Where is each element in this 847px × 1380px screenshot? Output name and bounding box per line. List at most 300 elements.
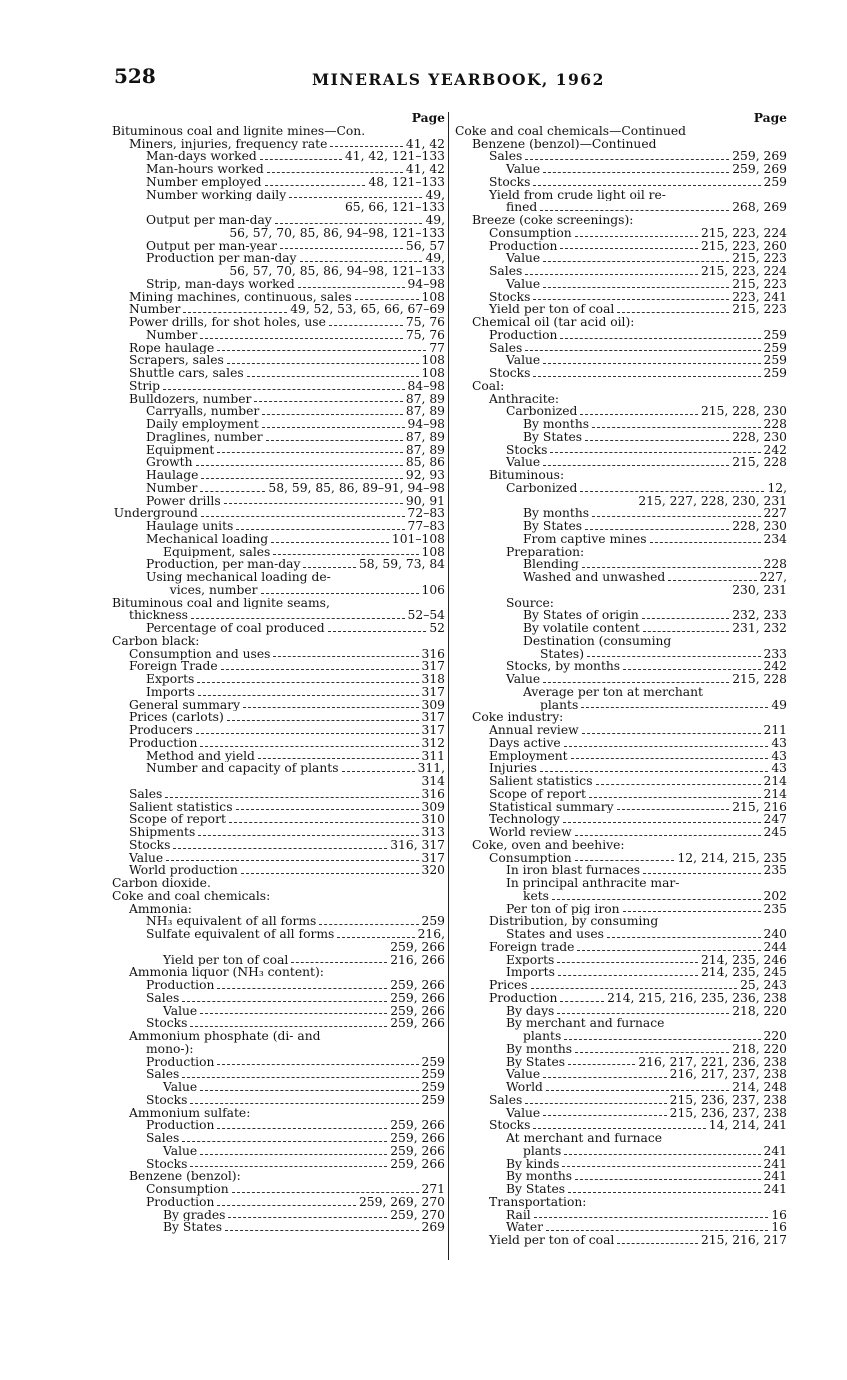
index-entry xyxy=(112,648,445,661)
index-entry xyxy=(112,852,445,865)
index-entry-text: Number working daily xyxy=(146,188,287,202)
index-entry xyxy=(112,1056,445,1069)
dot-leader xyxy=(289,196,422,198)
dot-leader xyxy=(643,630,729,632)
index-entry xyxy=(112,609,445,622)
index-entry-pages: 230, 231 xyxy=(732,583,787,597)
dot-leader xyxy=(582,732,761,734)
dot-leader xyxy=(200,1012,387,1014)
dot-leader xyxy=(564,1038,760,1040)
dot-leader xyxy=(575,235,698,237)
index-entry-text: Method and yield xyxy=(146,749,255,763)
index-entry-pages: 56, 57, 70, 85, 86, 94–98, 121–133 xyxy=(229,265,445,278)
index-entry-pages: 227, xyxy=(759,571,787,584)
index-entry-pages: 241 xyxy=(763,1157,787,1171)
index-entry-text: Coke and coal chemicals: xyxy=(112,889,271,903)
index-entry-text: By months xyxy=(523,418,590,431)
dot-leader xyxy=(217,451,403,453)
index-entry-text: Sales xyxy=(129,787,163,801)
index-entry-pages: 43 xyxy=(771,736,787,750)
index-entry xyxy=(455,1221,787,1234)
index-entry xyxy=(455,584,787,597)
dot-leader xyxy=(543,171,729,173)
index-entry-pages: 259, 266 xyxy=(390,1157,445,1171)
index-entry xyxy=(455,979,787,992)
index-entry-text: By States xyxy=(523,430,583,444)
index-entry-text: Production per man-day xyxy=(146,252,297,265)
index-entry-pages: 215, 216 xyxy=(732,800,787,814)
index-entry-pages: 259, 270 xyxy=(390,1208,445,1222)
index-entry xyxy=(455,1043,787,1056)
dot-leader xyxy=(221,668,419,670)
index-entry-text: Stocks xyxy=(489,1119,531,1132)
index-entry-text: Yield per ton of coal xyxy=(489,303,615,316)
index-entry xyxy=(112,150,445,163)
index-entry xyxy=(112,775,445,788)
index-entry xyxy=(112,278,445,291)
dot-leader xyxy=(562,1165,760,1167)
index-entry-pages: 49, xyxy=(425,188,445,202)
index-entry-pages: 259 xyxy=(763,175,787,189)
index-entry-text: Value xyxy=(163,1081,198,1094)
index-entry xyxy=(455,750,787,763)
index-entry xyxy=(112,724,445,737)
dot-leader xyxy=(623,668,760,670)
index-entry xyxy=(112,367,445,380)
index-entry-pages: 12, xyxy=(767,481,787,495)
index-entry xyxy=(112,597,445,610)
dot-leader xyxy=(342,770,415,772)
index-entry-pages: 244 xyxy=(763,940,787,954)
index-entry-text: Salient statistics xyxy=(489,775,593,788)
index-entry-text: plants xyxy=(540,698,579,712)
index-entry-pages: 216, 266 xyxy=(390,953,445,967)
index-entry xyxy=(455,189,787,202)
index-entry xyxy=(112,138,445,151)
index-entry-text: Exports xyxy=(146,673,195,686)
index-entry-pages: 240 xyxy=(763,928,787,941)
index-entry xyxy=(455,342,787,355)
dot-leader xyxy=(564,745,769,747)
index-entry-text: Average per ton at merchant xyxy=(523,685,703,699)
dot-leader xyxy=(534,1216,769,1218)
index-entry-pages: 312 xyxy=(421,736,445,750)
dot-leader xyxy=(623,910,761,912)
index-entry xyxy=(112,750,445,763)
dot-leader xyxy=(258,757,419,759)
index-entry-pages: 94–98 xyxy=(407,277,445,291)
dot-leader xyxy=(525,158,729,160)
index-entry-text: Yield per ton of coal xyxy=(163,953,289,967)
index-entry xyxy=(455,1094,787,1107)
index-entry xyxy=(112,418,445,431)
index-entry-pages: 218, 220 xyxy=(732,1004,787,1018)
index-entry xyxy=(112,1196,445,1209)
index-entry-text: Production xyxy=(489,991,558,1005)
index-entry xyxy=(112,240,445,253)
index-entry-pages: 318 xyxy=(421,673,445,686)
index-entry-text: Breeze (coke screenings): xyxy=(472,214,634,227)
index-entry xyxy=(455,813,787,826)
index-entry-pages: 215, 236, 237, 238 xyxy=(669,1093,787,1107)
index-entry xyxy=(112,1043,445,1056)
index-entry-pages: 241 xyxy=(763,1183,787,1196)
index-entry xyxy=(455,507,787,520)
index-entry-text: Sales xyxy=(489,341,523,355)
index-entry xyxy=(455,1209,787,1222)
index-entry xyxy=(112,1145,445,1158)
dot-leader xyxy=(592,515,760,517)
index-entry-pages: 202 xyxy=(763,889,787,903)
index-entry-pages: 311 xyxy=(421,749,445,763)
index-entry-pages: 259, 266 xyxy=(390,1004,445,1018)
index-entry xyxy=(112,227,445,240)
dot-leader xyxy=(329,324,403,326)
index-entry xyxy=(455,890,787,903)
index-entry-text: Foreign trade xyxy=(489,940,575,954)
dot-leader xyxy=(552,898,761,900)
index-entry-pages: 259, 266 xyxy=(390,1119,445,1132)
index-entry-text: Sales xyxy=(489,150,523,163)
index-entry xyxy=(112,1221,445,1234)
index-entry-pages: 259, 266 xyxy=(390,991,445,1005)
dot-leader xyxy=(227,719,419,721)
index-entry xyxy=(112,1068,445,1081)
index-entry-text: Ammonium phosphate (di- and xyxy=(129,1030,321,1043)
index-entry-text: Number employed xyxy=(146,175,262,189)
dot-leader xyxy=(227,362,419,364)
index-entry-text: Stocks xyxy=(129,838,171,852)
index-entry-text: Value xyxy=(506,1106,541,1120)
index-entry-text: Value xyxy=(506,1068,541,1081)
index-entry-pages: 259 xyxy=(421,915,445,928)
index-entry-text: Value xyxy=(506,354,541,367)
index-entry xyxy=(112,1107,445,1120)
dot-leader xyxy=(575,859,675,861)
index-entry-text: Stocks, by months xyxy=(506,660,621,673)
index-entry-text: From captive mines xyxy=(523,532,647,546)
index-entry-text: Producers xyxy=(129,724,193,737)
index-entry xyxy=(455,648,787,661)
index-entry-text: World production xyxy=(129,864,238,877)
index-entry-text: Stocks xyxy=(146,1017,188,1030)
dot-leader xyxy=(273,553,418,555)
index-entry xyxy=(112,495,445,508)
index-entry-text: Transportation: xyxy=(489,1195,587,1209)
index-entry-pages: 43 xyxy=(771,762,787,775)
index-entry-pages: 232, 233 xyxy=(732,609,787,622)
index-entry xyxy=(112,1158,445,1171)
index-entry-text: Stocks xyxy=(489,367,531,380)
index-entry-text: Consumption xyxy=(489,226,572,240)
index-entry xyxy=(455,622,787,635)
dot-leader xyxy=(200,1153,387,1155)
dot-leader xyxy=(596,783,761,785)
dot-leader xyxy=(617,311,729,313)
dot-leader xyxy=(200,490,265,492)
index-entry xyxy=(455,609,787,622)
index-entry xyxy=(455,176,787,189)
page-column-heading: Page xyxy=(753,110,787,125)
index-entry-pages: 241 xyxy=(763,1144,787,1158)
index-entry xyxy=(112,864,445,877)
index-entry-pages: 49, xyxy=(425,214,445,227)
index-entry-text: By months xyxy=(506,1170,573,1183)
index-entry-text: Imports xyxy=(146,685,195,699)
index-entry-pages: 211 xyxy=(763,724,787,737)
index-entry xyxy=(455,954,787,967)
index-entry xyxy=(112,303,445,316)
index-entry xyxy=(112,622,445,635)
index-entry xyxy=(112,1081,445,1094)
index-entry xyxy=(112,393,445,406)
index-entry xyxy=(455,150,787,163)
index-entry xyxy=(112,928,445,941)
index-entry-pages: 65, 66, 121–133 xyxy=(344,201,445,214)
index-entry-text: Annual review xyxy=(489,724,579,737)
index-entry-pages: 214, 235, 245 xyxy=(700,966,787,979)
index-entry-pages: 12, 214, 215, 235 xyxy=(677,851,787,865)
index-entry-pages: 259 xyxy=(421,1055,445,1069)
index-entry xyxy=(112,316,445,329)
index-entry-text: Number xyxy=(129,303,181,316)
index-entry xyxy=(455,673,787,686)
index-entry-text: Consumption xyxy=(489,851,572,865)
index-entry-text: Value xyxy=(506,673,541,686)
index-entry xyxy=(112,431,445,444)
dot-leader xyxy=(319,923,418,925)
index-entry xyxy=(112,1017,445,1030)
index-entry-pages: 235 xyxy=(763,902,787,916)
index-entry-pages: 218, 220 xyxy=(732,1042,787,1056)
index-entry xyxy=(455,546,787,559)
index-entry-text: Equipment, sales xyxy=(163,545,271,559)
index-entry xyxy=(112,788,445,801)
index-entry-text: Value xyxy=(129,851,164,865)
index-entry xyxy=(455,877,787,890)
index-entry-text: By States xyxy=(523,520,583,533)
index-entry xyxy=(455,405,787,418)
index-entry-pages: 317 xyxy=(421,685,445,699)
index-entry xyxy=(112,214,445,227)
index-entry-pages: 242 xyxy=(763,443,787,457)
index-entry-pages: 49, xyxy=(425,252,445,265)
index-entry-pages: 87, 89 xyxy=(405,443,445,457)
index-column-right xyxy=(455,112,787,1247)
index-entry xyxy=(112,762,445,775)
index-entry xyxy=(112,176,445,189)
dot-leader xyxy=(581,706,768,708)
index-entry-pages: 317 xyxy=(421,711,445,724)
dot-leader xyxy=(543,681,729,683)
index-entry-pages: 52–54 xyxy=(407,609,445,622)
dot-leader xyxy=(525,1102,666,1104)
index-entry-pages: 259, 269 xyxy=(732,150,787,163)
dot-leader xyxy=(200,337,403,339)
index-entry xyxy=(455,316,787,329)
dot-leader xyxy=(217,987,387,989)
dot-leader xyxy=(291,961,387,963)
index-entry-text: Using mechanical loading de- xyxy=(146,571,331,584)
dot-leader xyxy=(197,681,418,683)
dot-leader xyxy=(275,222,423,224)
dot-leader xyxy=(560,337,760,339)
index-entry xyxy=(112,571,445,584)
index-entry-pages: 56, 57 xyxy=(405,239,445,253)
index-entry-text: By days xyxy=(506,1004,555,1018)
index-entry-pages: 49, 52, 53, 65, 66, 67–69 xyxy=(290,303,445,316)
index-entry-pages: 108 xyxy=(421,354,445,367)
index-entry-pages: 235 xyxy=(763,864,787,877)
dot-leader xyxy=(200,745,418,747)
index-entry-text: Stocks xyxy=(146,1157,188,1171)
index-entry-text: By grades xyxy=(163,1208,226,1222)
index-entry xyxy=(455,571,787,584)
dot-leader xyxy=(557,1012,729,1014)
index-entry xyxy=(112,265,445,278)
dot-leader xyxy=(337,936,414,938)
index-entry-text: Benzene (benzol)—Continued xyxy=(472,137,657,151)
index-entry-pages: 309 xyxy=(421,800,445,814)
index-entry-pages: 108 xyxy=(421,545,445,559)
index-entry-text: Haulage xyxy=(146,469,199,482)
index-entry-pages: 94–98 xyxy=(407,418,445,431)
dot-leader xyxy=(200,1089,418,1091)
dot-leader xyxy=(198,694,419,696)
index-entry xyxy=(112,482,445,495)
index-entry-pages: 247 xyxy=(763,813,787,826)
index-entry-pages: 227 xyxy=(763,507,787,520)
index-entry-pages: 259 xyxy=(763,367,787,380)
index-entry-pages: 215, 223 xyxy=(732,277,787,291)
index-entry-text: Equipment xyxy=(146,443,215,457)
dot-leader xyxy=(300,260,423,262)
index-entry xyxy=(112,469,445,482)
index-entry-pages: 231, 232 xyxy=(732,622,787,635)
index-entry-text: Value xyxy=(506,252,541,265)
index-entry-text: Stocks xyxy=(146,1093,188,1107)
dot-leader xyxy=(650,541,761,543)
index-entry-pages: 316 xyxy=(421,787,445,801)
index-entry-pages: 316 xyxy=(421,647,445,661)
index-entry xyxy=(112,903,445,916)
index-entry xyxy=(455,265,787,278)
dot-leader xyxy=(190,1025,387,1027)
index-entry xyxy=(112,1209,445,1222)
index-entry xyxy=(112,941,445,954)
index-entry xyxy=(455,737,787,750)
index-entry xyxy=(455,456,787,469)
index-entry-pages: 271 xyxy=(421,1183,445,1196)
index-entry-pages: 215, 223, 224 xyxy=(700,265,787,278)
dot-leader xyxy=(560,247,698,249)
dot-leader xyxy=(575,1051,729,1053)
index-entry xyxy=(455,380,787,393)
index-entry-text: Miners, injuries, frequency rate xyxy=(129,137,328,151)
index-entry xyxy=(112,801,445,814)
index-entry-pages: 259, 266 xyxy=(390,1144,445,1158)
index-entry-text: Imports xyxy=(506,966,555,979)
dot-leader xyxy=(533,184,760,186)
index-entry-text: Foreign Trade xyxy=(129,660,218,673)
index-entry-text: Power drills, for shot holes, use xyxy=(129,316,326,329)
index-entry xyxy=(112,839,445,852)
index-entry-text: Yield from crude light oil re- xyxy=(489,188,666,202)
index-entry-pages: 58, 59, 73, 84 xyxy=(358,558,445,571)
index-entry-text: Destination (consuming xyxy=(523,634,672,648)
dot-leader xyxy=(330,145,402,147)
index-entry-text: Growth xyxy=(146,456,193,469)
index-entry-pages: 234 xyxy=(763,532,787,546)
index-entry-pages: 313 xyxy=(421,826,445,839)
index-entry-text: By States of origin xyxy=(523,609,639,622)
index-entry-pages: 215, 228, 230 xyxy=(700,405,787,418)
index-entry-text: Sulfate equivalent of all forms xyxy=(146,928,335,941)
index-entry xyxy=(455,431,787,444)
index-entry-pages: 242 xyxy=(763,660,787,673)
index-entry xyxy=(455,1081,787,1094)
index-entry-pages: 215, 228 xyxy=(732,456,787,469)
dot-leader xyxy=(575,1178,760,1180)
index-entry-text: Stocks xyxy=(489,290,531,304)
index-entry-pages: 314 xyxy=(421,775,445,788)
index-entry xyxy=(455,724,787,737)
index-entry xyxy=(112,979,445,992)
index-entry-pages: 92, 93 xyxy=(405,469,445,482)
dot-leader xyxy=(166,859,418,861)
dot-leader xyxy=(271,541,389,543)
dot-leader xyxy=(540,209,729,211)
index-entry xyxy=(455,1158,787,1171)
index-entry xyxy=(455,699,787,712)
index-entry-pages: 215, 223 xyxy=(732,252,787,265)
dot-leader xyxy=(533,375,760,377)
index-entry-pages: 72–83 xyxy=(407,507,445,520)
dot-leader xyxy=(589,796,761,798)
dot-leader xyxy=(190,1102,418,1104)
dot-leader xyxy=(543,260,729,262)
index-entry-pages: 108 xyxy=(421,367,445,380)
index-entry-pages: 215, 223, 224 xyxy=(700,226,787,240)
index-entry xyxy=(112,533,445,546)
index-entry-pages: 106 xyxy=(421,583,445,597)
index-entry xyxy=(112,826,445,839)
index-entry xyxy=(455,992,787,1005)
index-entry-text: Man-days worked xyxy=(146,150,257,163)
dot-leader xyxy=(261,592,419,594)
dot-leader xyxy=(217,349,426,351)
index-entry-pages: 215, 236, 237, 238 xyxy=(669,1106,787,1120)
dot-leader xyxy=(525,273,698,275)
index-entry-pages: 214, 248 xyxy=(732,1081,787,1094)
index-entry-text: In principal anthracite mar- xyxy=(506,877,680,890)
index-entry-text: World xyxy=(506,1081,543,1094)
dot-leader xyxy=(642,617,729,619)
index-entry xyxy=(112,737,445,750)
dot-leader xyxy=(217,1127,387,1129)
dot-leader xyxy=(558,974,698,976)
index-entry-text: Carbon dioxide. xyxy=(112,877,211,890)
dot-leader xyxy=(643,872,760,874)
index-entry-text: By States xyxy=(506,1183,566,1196)
index-entry-text: kets xyxy=(523,889,549,903)
dot-leader xyxy=(585,528,729,530)
index-entry xyxy=(112,125,445,138)
index-entry-text: Coal: xyxy=(472,379,505,393)
dot-leader xyxy=(267,171,403,173)
dot-leader xyxy=(262,426,405,428)
dot-leader xyxy=(568,1063,635,1065)
